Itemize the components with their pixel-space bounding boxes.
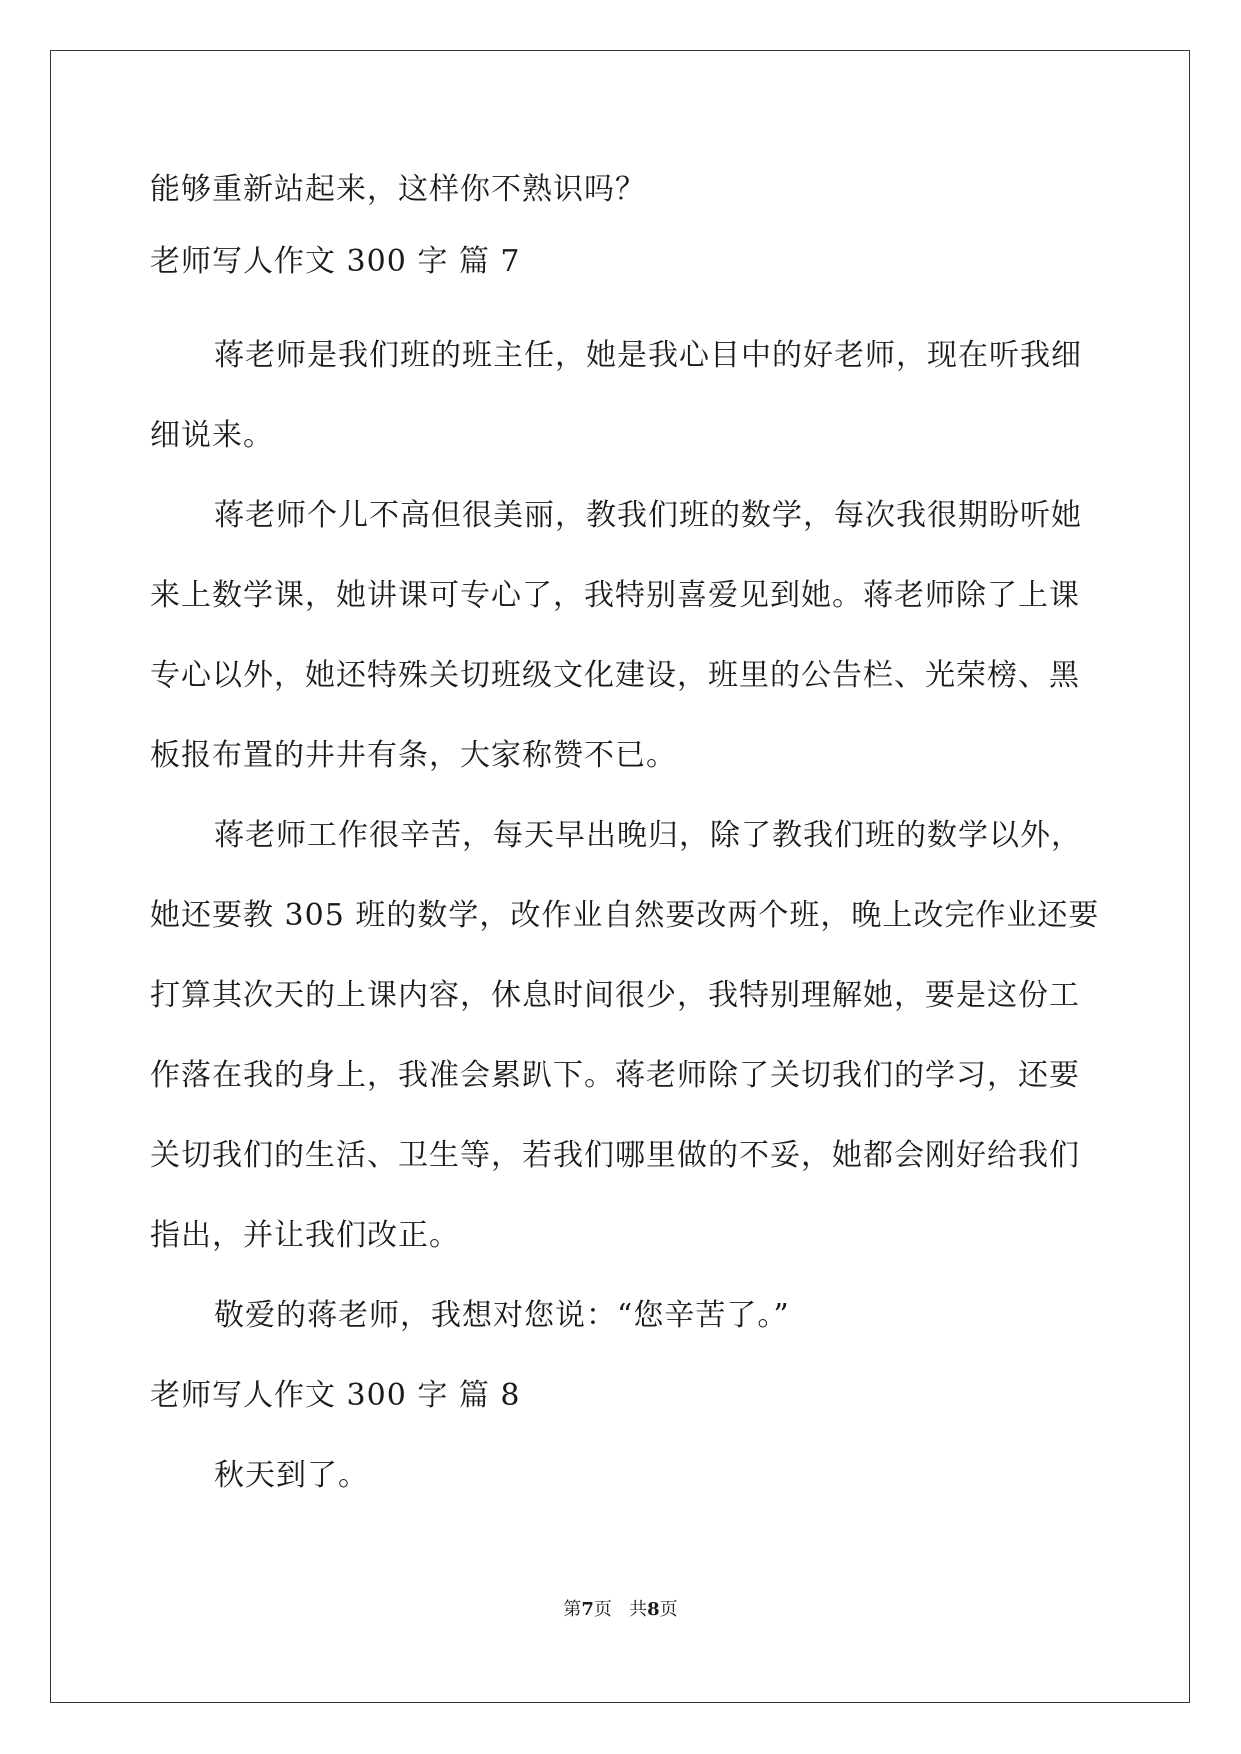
section-heading: 老师写人作文 300 字 篇 7 <box>150 244 521 279</box>
paragraph-line: 打算其次天的上课内容，休息时间很少，我特别理解她，要是这份工 <box>150 978 1080 1013</box>
total-page-count: 8 <box>647 1599 660 1620</box>
page-border <box>50 50 1190 1703</box>
paragraph-line: 蒋老师是我们班的班主任，她是我心目中的好老师，现在听我细 <box>214 338 1082 373</box>
paragraph-line: 关切我们的生活、卫生等，若我们哪里做的不妥，她都会刚好给我们 <box>150 1138 1080 1173</box>
footer-prefix: 第 <box>563 1599 582 1620</box>
paragraph-line: 她还要教 305 班的数学，改作业自然要改两个班，晚上改完作业还要 <box>150 898 1100 933</box>
paragraph-line: 作落在我的身上，我准会累趴下。蒋老师除了关切我们的学习，还要 <box>150 1058 1080 1093</box>
text-line: 能够重新站起来，这样你不熟识吗？ <box>150 172 646 207</box>
paragraph-line: 细说来。 <box>150 418 274 453</box>
page-footer <box>0 1599 1241 1621</box>
section-heading: 老师写人作文 300 字 篇 8 <box>150 1378 521 1413</box>
paragraph-line: 蒋老师个儿不高但很美丽，教我们班的数学，每次我很期盼听她 <box>214 498 1082 533</box>
paragraph-line: 秋天到了。 <box>214 1458 369 1493</box>
paragraph-line: 板报布置的井井有条，大家称赞不已。 <box>150 738 677 773</box>
footer-suffix: 页 <box>659 1599 678 1620</box>
paragraph-line: 指出，并让我们改正。 <box>150 1218 460 1253</box>
paragraph-line: 蒋老师工作很辛苦，每天早出晚归，除了教我们班的数学以外， <box>214 818 1082 853</box>
paragraph-line: 敬爱的蒋老师，我想对您说：“您辛苦了。” <box>214 1298 790 1333</box>
current-page-number: 7 <box>581 1599 594 1620</box>
paragraph-line: 专心以外，她还特殊关切班级文化建设，班里的公告栏、光荣榜、黑 <box>150 658 1080 693</box>
footer-middle: 页 共 <box>593 1599 648 1620</box>
paragraph-line: 来上数学课，她讲课可专心了，我特别喜爱见到她。蒋老师除了上课 <box>150 578 1080 613</box>
